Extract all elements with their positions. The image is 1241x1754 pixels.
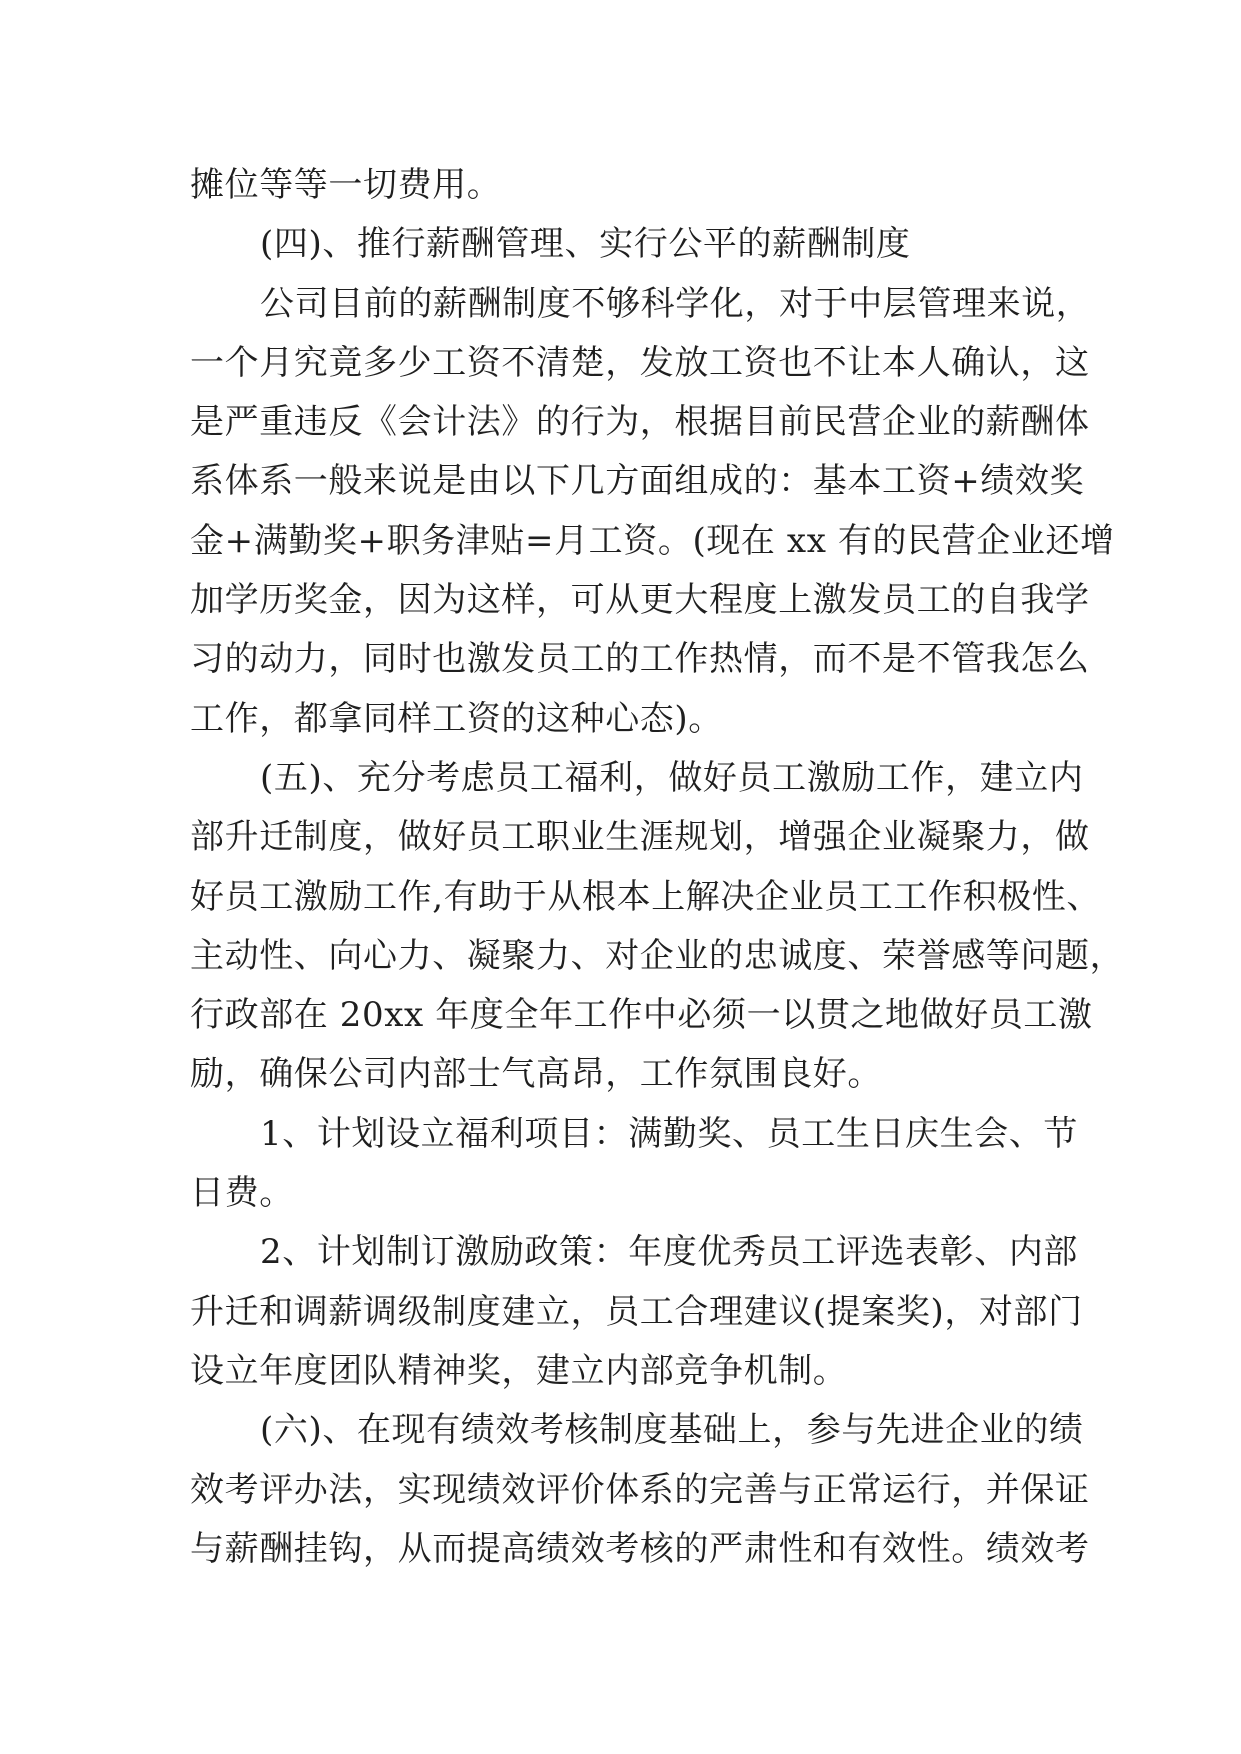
list-item-2: 2、计划制订激励政策：年度优秀员工评选表彰、内部 [260, 1232, 1079, 1273]
text-line: 行政部在 20xx 年度全年工作中必须一以贯之地做好员工激 [190, 995, 1093, 1036]
text-line: 工作，都拿同样工资的这种心态)。 [190, 698, 723, 739]
section-heading-5: (五)、充分考虑员工福利，做好员工激励工作，建立内 [260, 757, 1084, 798]
text-line: 习的动力，同时也激发员工的工作热情，而不是不管我怎么 [190, 639, 1090, 680]
text-line: 是严重违反《会计法》的行为，根据目前民营企业的薪酬体 [190, 402, 1090, 443]
text-line: 一个月究竟多少工资不清楚，发放工资也不让本人确认，这 [190, 342, 1090, 383]
text-line: 部升迁制度，做好员工职业生涯规划，增强企业凝聚力，做 [190, 817, 1090, 858]
text-line: 主动性、向心力、凝聚力、对企业的忠诚度、荣誉感等问题， [190, 935, 1125, 976]
section-heading-4: (四)、推行薪酬管理、实行公平的薪酬制度 [260, 224, 911, 265]
section-heading-6: (六)、在现有绩效考核制度基础上，参与先进企业的绩 [260, 1410, 1084, 1451]
text-line: 效考评办法，实现绩效评价体系的完善与正常运行，并保证 [190, 1469, 1090, 1510]
text-line: 励，确保公司内部士气高昂，工作氛围良好。 [190, 1054, 882, 1095]
text-line: 日费。 [190, 1173, 294, 1214]
text-line: 与薪酬挂钩，从而提高绩效考核的严肃性和有效性。绩效考 [190, 1528, 1090, 1569]
body-text [190, 156, 1125, 1579]
text-line: 摊位等等一切费用。 [190, 165, 502, 205]
text-line: 加学历奖金，因为这样，可从更大程度上激发员工的自我学 [190, 580, 1090, 621]
text-line: 公司目前的薪酬制度不够科学化，对于中层管理来说， [260, 283, 1091, 324]
text-line: 设立年度团队精神奖，建立内部竞争机制。 [190, 1350, 848, 1391]
text-line: 系体系一般来说是由以下几方面组成的：基本工资+绩效奖 [190, 461, 1085, 502]
text-line: 好员工激励工作,有助于从根本上解决企业员工工作积极性、 [190, 876, 1102, 917]
list-item-1: 1、计划设立福利项目：满勤奖、员工生日庆生会、节 [260, 1113, 1079, 1154]
text-line: 升迁和调薪调级制度建立，员工合理建议(提案奖)，对部门 [190, 1291, 1083, 1332]
text-line: 金+满勤奖+职务津贴=月工资。(现在 xx 有的民营企业还增 [190, 520, 1115, 561]
